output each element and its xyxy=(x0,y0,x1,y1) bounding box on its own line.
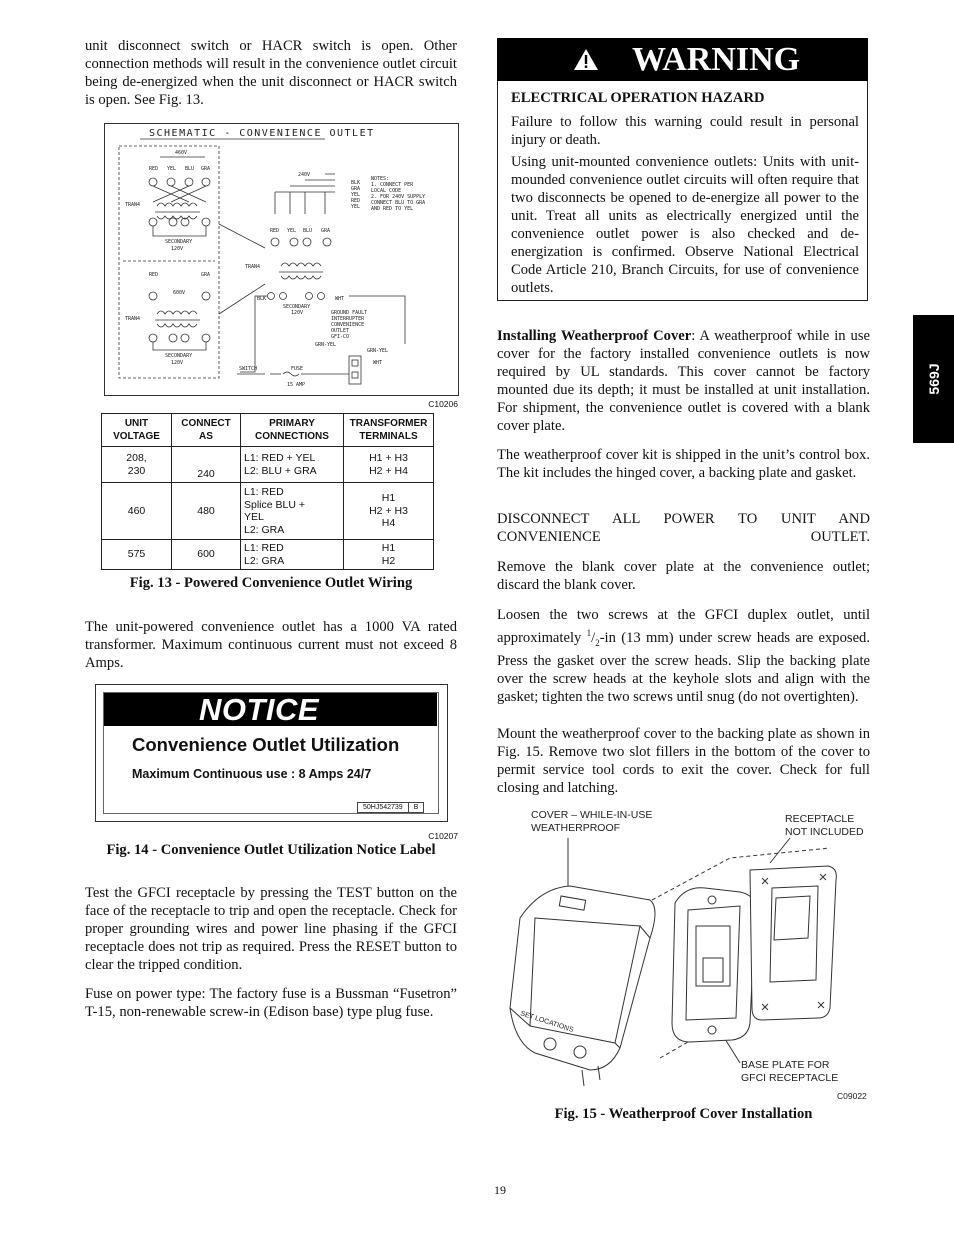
svg-text:TRAN4: TRAN4 xyxy=(125,202,141,208)
svg-text:AND RED TO YEL: AND RED TO YEL xyxy=(371,206,414,212)
disconnect-paragraph: DISCONNECT ALL POWER TO UNIT AND CONVENIENCE OUTLET. xyxy=(497,511,870,545)
svg-text:YEL: YEL xyxy=(287,228,297,234)
svg-text:CONVENIENCE: CONVENIENCE xyxy=(331,322,365,328)
svg-text:GRA: GRA xyxy=(201,272,211,278)
svg-text:WHT: WHT xyxy=(373,360,383,366)
cover-label: COVER – WHILE-IN-USE WEATHERPROOF xyxy=(531,809,653,834)
fig14-caption: Fig. 14 - Convenience Outlet Utilization Notice Label xyxy=(106,842,436,858)
part-number: 50HJ542739 xyxy=(363,804,403,811)
notice-part-number xyxy=(357,802,424,813)
table-row xyxy=(102,483,434,540)
table-row xyxy=(102,447,434,483)
svg-text:240V: 240V xyxy=(298,172,311,178)
kit-paragraph: The weatherproof cover kit is shipped in the unit’s control box. The kit includes the hinged cover, a backing plate and gasket. xyxy=(497,447,870,481)
svg-text:120V: 120V xyxy=(171,360,184,366)
cell-terminals: H1 + H3 H2 + H4 xyxy=(344,447,434,483)
table-header-row xyxy=(102,414,434,447)
svg-text:GRA: GRA xyxy=(321,228,331,234)
svg-text:120V: 120V xyxy=(171,246,184,252)
header-transformer-terminals: TRANSFORMER TERMINALS xyxy=(344,414,434,447)
fig13-caption: Fig. 13 - Powered Convenience Outlet Wiring xyxy=(129,575,413,591)
svg-text:BLU: BLU xyxy=(303,228,313,234)
svg-text:OUTLET: OUTLET xyxy=(331,328,350,334)
svg-text:TRAN4: TRAN4 xyxy=(245,264,261,270)
test-paragraph: Test the GFCI receptacle by pressing the TEST button on the face of the receptacle to trip and open the receptacle. Check for proper grounding wires and power line phasing if the GFCI receptacle does not trip as required. Press the RESET button to clear the tripped condition. xyxy=(85,885,457,973)
svg-text:TRAN4: TRAN4 xyxy=(125,316,141,322)
svg-text:NOTES:: NOTES: xyxy=(371,176,390,182)
side-tab-label: 569J xyxy=(925,363,942,395)
svg-text:RED: RED xyxy=(149,272,159,278)
svg-text:GFI-CO: GFI-CO xyxy=(331,334,350,340)
wiring-table xyxy=(101,413,434,570)
svg-text:GRN-YEL: GRN-YEL xyxy=(315,342,337,348)
warning-triangle-icon xyxy=(573,48,599,71)
svg-text:SECONDARY: SECONDARY xyxy=(165,353,193,359)
weatherproof-cover-illustration xyxy=(500,808,872,1101)
fuse-paragraph: Fuse on power type: The factory fuse is a Bussman “Fusetron” T-15, non-renewable screw-in (Edison base) type plug fuse. xyxy=(85,986,457,1020)
svg-text:RED: RED xyxy=(270,228,280,234)
warning-header: WARNING xyxy=(497,38,868,81)
convenience-outlet-schematic xyxy=(104,123,459,396)
svg-text:CONNECT BLU TO GRA: CONNECT BLU TO GRA xyxy=(371,200,426,206)
svg-text:SET LOCATIONS: SET LOCATIONS xyxy=(519,1010,575,1035)
side-tab xyxy=(913,315,954,443)
cell-connect: 600 xyxy=(172,540,241,570)
notice-title: Convenience Outlet Utilization xyxy=(132,734,400,755)
cell-voltage: 575 xyxy=(102,540,172,570)
svg-text:YEL: YEL xyxy=(167,166,177,172)
header-primary-connections: PRIMARY CONNECTIONS xyxy=(241,414,344,447)
svg-text:BLU: BLU xyxy=(185,166,195,172)
cover-drawing xyxy=(500,808,872,1098)
notice-subtitle: Maximum Continuous use : 8 Amps 24/7 xyxy=(132,767,372,781)
svg-text:2. FOR 240V SUPPLY: 2. FOR 240V SUPPLY xyxy=(371,194,426,200)
part-revision: B xyxy=(408,803,424,812)
svg-text:BLK: BLK xyxy=(351,180,361,186)
loosen-paragraph: Loosen the two screws at the GFCI duplex outlet, until approximately $^1/_2-in$ (13 mm) under screw heads are exposed. Press the gasket over the screw heads. Slip the backing plate over the screw heads at the keyhole slots and align with the gasket; tighten the two screws until snug (do not overtighten). xyxy=(497,607,870,705)
cell-terminals: H1 H2 + H3 H4 xyxy=(344,483,434,540)
svg-text:15 AMP: 15 AMP xyxy=(287,382,306,388)
header-unit-voltage: UNIT VOLTAGE xyxy=(102,414,172,447)
svg-text:BLK: BLK xyxy=(257,296,267,302)
svg-text:120V: 120V xyxy=(291,310,304,316)
svg-text:INTERRUPTER: INTERRUPTER xyxy=(331,316,365,322)
svg-text:SWITCH: SWITCH xyxy=(239,366,258,372)
cell-primary: L1: RED L2: GRA xyxy=(241,540,344,570)
cell-connect: 240 xyxy=(172,447,241,483)
svg-text:YEL: YEL xyxy=(351,204,361,210)
cell-terminals: H1 H2 xyxy=(344,540,434,570)
mount-paragraph: Mount the weatherproof cover to the backing plate as shown in Fig. 15. Remove two slot fillers in the bottom of the cover to permit service tool cords to exit the cover. Check for full closing and latching. xyxy=(497,726,870,796)
warning-para-2: Using unit-mounted convenience outlets: Units with unit-mounded convenience outlet circuits will often require that two disconnects be opened to de-energize all power to the unit. Treat all units as electrically energized until the convenience outlet power is also checked and de-energization is confirmed. Observe National Electrical Code Article 210, Branch Circuits, for use of convenience outlets. xyxy=(511,154,859,296)
svg-text:WHT: WHT xyxy=(335,296,345,302)
svg-text:1. CONNECT PER: 1. CONNECT PER xyxy=(371,182,414,188)
fig15-code: C09022 xyxy=(837,1091,867,1101)
svg-text:RED: RED xyxy=(351,198,361,204)
intro-paragraph: unit disconnect switch or HACR switch is open. Other connection methods will result in the convenience outlet circuit being de-energized when the unit disconnect or HACR switch is open. See Fig. 13. xyxy=(85,38,457,108)
svg-text:RED: RED xyxy=(149,166,159,172)
svg-text:600V: 600V xyxy=(173,290,186,296)
warning-title: ELECTRICAL OPERATION HAZARD xyxy=(511,90,765,106)
transformer-paragraph: The unit-powered convenience outlet has a 1000 VA rated transformer. Maximum continuous current must not exceed 8 Amps. xyxy=(85,619,457,671)
table-row xyxy=(102,540,434,570)
schematic-title: SCHEMATIC - CONVENIENCE OUTLET xyxy=(149,128,375,139)
svg-text:GRN-YEL: GRN-YEL xyxy=(367,348,389,354)
install-text: : A weatherproof while in use cover for the factory installed convenience outlets is now required by UL standards. This cover cannot be factory mounted due its depth; it must be installed at unit installation. For shipment, the convenience outlet is covered with a blank cover plate. xyxy=(497,328,870,434)
fig14-code: C10207 xyxy=(428,831,458,841)
cell-connect: 480 xyxy=(172,483,241,540)
cell-primary: L1: RED + YEL L2: BLU + GRA xyxy=(241,447,344,483)
svg-text:GRA: GRA xyxy=(351,186,361,192)
svg-text:YEL: YEL xyxy=(351,192,361,198)
install-label: Installing Weatherproof Cover xyxy=(497,328,692,344)
svg-text:FUSE: FUSE xyxy=(291,366,304,372)
base-plate-label: BASE PLATE FOR GFCI RECEPTACLE xyxy=(741,1059,839,1084)
cell-primary: L1: RED Splice BLU + YEL L2: GRA xyxy=(241,483,344,540)
svg-text:LOCAL CODE: LOCAL CODE xyxy=(371,188,402,194)
svg-text:GRA: GRA xyxy=(201,166,211,172)
install-paragraph xyxy=(497,327,870,435)
svg-text:SECONDARY: SECONDARY xyxy=(283,304,311,310)
page-number: 19 xyxy=(494,1183,506,1197)
remove-paragraph: Remove the blank cover plate at the convenience outlet; discard the blank cover. xyxy=(497,559,870,593)
notice-header: NOTICE xyxy=(104,693,437,726)
svg-text:460V: 460V xyxy=(175,150,188,156)
header-connect-as: CONNECT AS xyxy=(172,414,241,447)
svg-text:SECONDARY: SECONDARY xyxy=(165,239,193,245)
fig15-caption: Fig. 15 - Weatherproof Cover Installation xyxy=(554,1106,813,1122)
fig13-code: C10206 xyxy=(428,399,458,409)
receptacle-label: RECEPTACLE NOT INCLUDED xyxy=(785,813,864,838)
warning-para-1: Failure to follow this warning could result in personal injury or death. xyxy=(511,114,859,148)
svg-text:GROUND FAULT: GROUND FAULT xyxy=(331,310,368,316)
cell-voltage: 460 xyxy=(102,483,172,540)
cell-voltage: 208, 230 xyxy=(102,447,172,483)
